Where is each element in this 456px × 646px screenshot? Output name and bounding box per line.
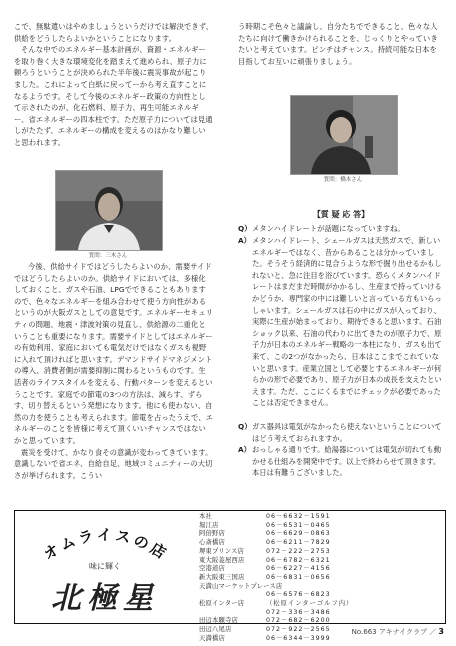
store-row [199,557,443,566]
qa-item [238,421,444,444]
store-phone: 06－6211－7829 [266,539,331,547]
paragraph: こで、無駄遣いはやめましょうというだけでは解決できず、供給をどうしたらよいかということになります。 [14,22,213,43]
store-name: 本社 [199,513,212,520]
store-name: 堺東プリンス店 [199,547,245,555]
right-column [238,21,444,67]
page-number: 3 [438,627,444,636]
store-phone: 06－6227－4156 [266,565,331,573]
paragraph: そんな中でのエネルギー基本計画が、資源・エネルギーを取り巻く大きな環境変化を踏まえて進められ、原子力に頼ろうということが決められた半年後に震災事故が起こりました。これによって白紙に戻ってーから考え直すことになるようです。そして今後のエネルギー政策の方向性として示されたのが、化石燃料、原子力、再生可能エネルギー、省エネルギーの四本柱です。ただ原子力については見通しがたたず、エネルギーの構成を変えるのはかなり難しいと思われます。 [14,45,213,147]
store-phone: （松原インターゴルフ内） [266,600,354,608]
store-name: 田辺八尾店 [199,626,232,634]
svg-text:オムライスの店 [40,526,171,564]
store-name: 新大阪東三国店 [199,573,245,581]
qa-tag: Q） [238,422,252,431]
store-phone: 06－6531－0465 [266,521,331,529]
speaker-photo [55,170,163,251]
store-row [199,617,443,626]
store-phone: 072－222－2753 [266,547,331,555]
paragraph: う時期こそ色々と議論し、自分たちでできること、色々な人たちに向けて働きかけられることを、じっくりとやっていきたいと考えています。ピンチはチャンス。持続可能な日本を目指してお互いに頑張りましょう。 [238,22,438,66]
paragraph: 今後、供給サイドではどうしたらよいのか、需要サイドではどうしたらよいのか。供給サイドにおいては、多様化しておくこと、ガスや石油、LPGでできることもありますので、色々なエネルギーを組み合わせて使う方向性があるというのが大阪ガスとしての意見です。エネルギーセキュリティの問題、地震・津波対策の見直し、供給源の二重化ということも重要になります。需要サイドとしてはエネルギーの有効利用、家庭においても電気だけではなくガスも視野に入れて頂ければと思います。デマンドサイドマネジメントの導入、消費者側が需要抑制に関わるというものです。生活者のライフスタイルを変える、行動パターンを変えるということです。家庭での節電の3つの方法は、減らす、ずらす、切り替えるという発想になります。他にも使わない、自然の力を使うことも考えられます。節電を占ったうえで、エネルギーのことを皆様に考えて頂くいいチャンスではないかと思っています。 [14,262,213,445]
photo-caption: 質問：橋本さん [323,177,363,183]
page-footer: No.663 アキナイクラブ ／ 3 [351,627,444,636]
store-name: 空港道店 [199,565,225,573]
store-name: 田辺本願寺店 [199,617,238,625]
store-phone: 06－6831－0656 [266,573,331,581]
left-column [14,21,213,149]
store-name: 堀江店 [199,521,219,529]
qa-item [238,444,444,479]
store-phone: 06－6782－6321 [266,556,331,564]
store-phone: 06－6344－3999 [266,634,331,642]
ad-logo [15,511,195,623]
store-row [199,539,443,548]
qa-tag: A） [238,445,251,454]
qa-item [238,235,444,409]
left-column-lower [14,261,213,481]
store-name: 東大阪菱屋西店 [199,556,245,564]
store-name: 心斎橋店 [199,539,225,547]
store-phone: 072－682－6200 [266,617,331,625]
store-phone: 072－336－3486 [266,608,331,616]
store-list [199,513,443,644]
photo-caption: 質問：三木さん [88,253,128,259]
store-name: 阿倍野店 [199,530,225,538]
paragraph: 震災を受けて、かなり食その意識が変わってきています。意識しないで省エネ、自給自足、地域コミュニティーの大切さが挙げられます。こうい [14,447,213,480]
store-row [199,530,443,539]
store-name: 天満橋店 [199,634,225,642]
qa-text: ガス器具は電気がなかったら使えないということについてはどう考えておられますか。 [252,422,442,443]
store-name: 松原インター店 [199,600,245,608]
store-phone: 072－922－2565 [266,626,331,634]
qa-item [238,223,444,235]
qa-text: メタンハイドレートが話題になっていますね。 [252,224,405,233]
store-row [199,591,443,600]
store-row [199,600,443,609]
issue-number: No.663 [351,628,377,636]
qa-tag: A） [238,236,251,245]
store-name [199,591,266,600]
store-row [199,522,443,531]
store-name: 天満山マーケットプレース店 [199,582,283,590]
store-row [199,513,443,522]
ad-brand: 北極星 [51,581,159,616]
qa-text: メタンハイドレート、シェールガスは天然ガスで、新しいエネルギーではなく、昔からあることは分かっていました。そうそう経済的に見合うような形で掘り出せるかもしれないと、急に注目を浴びています。恐らくメタンハイドレートはまだまだ時間がかかるし、生産まで持っていけるかどうか、専門家の中には難しいと言っている方もいらっしゃいます。シェールガスは石の中にガスが入っており、実際に生産が始まっており、期待できると思います。石油ショック以来、石油の代わりに出てきたのが原子力で、原子力が日本のエネルギー戦略の一本柱になり、ガスも出て来て、この2つがなかったら、日本はここまでこれていないと思います。産業立国として必要とするエネルギーが何らかの形で必要であり、原子力が日本の成長を支えたといえます。ただ、ここにくるまでにチェックが必要であったことは否定できません。 [252,236,442,408]
ad-arc-text: オムライスの店 [40,525,172,564]
qa-text: おっしゃる通りです。給湯器については電気が切れても動かせる仕組みを開発中です。以上で終わらせて頂きます。本日は有難うございました。 [252,445,441,478]
store-phone: 06－6629－0863 [266,530,331,538]
qa-tag: Q） [238,224,252,233]
store-row [199,548,443,557]
store-row [199,583,443,592]
magazine-name: アキナイクラブ [378,628,427,636]
qa-heading: 【質 疑 応 答】 [312,210,370,219]
speaker-photo [290,95,398,175]
store-row [199,565,443,574]
ad-tagline: 味に輝く [89,562,121,571]
store-phone: 06－6632－1591 [266,513,331,520]
store-row [199,574,443,583]
store-phone: 06－6576－6823 [266,591,331,599]
